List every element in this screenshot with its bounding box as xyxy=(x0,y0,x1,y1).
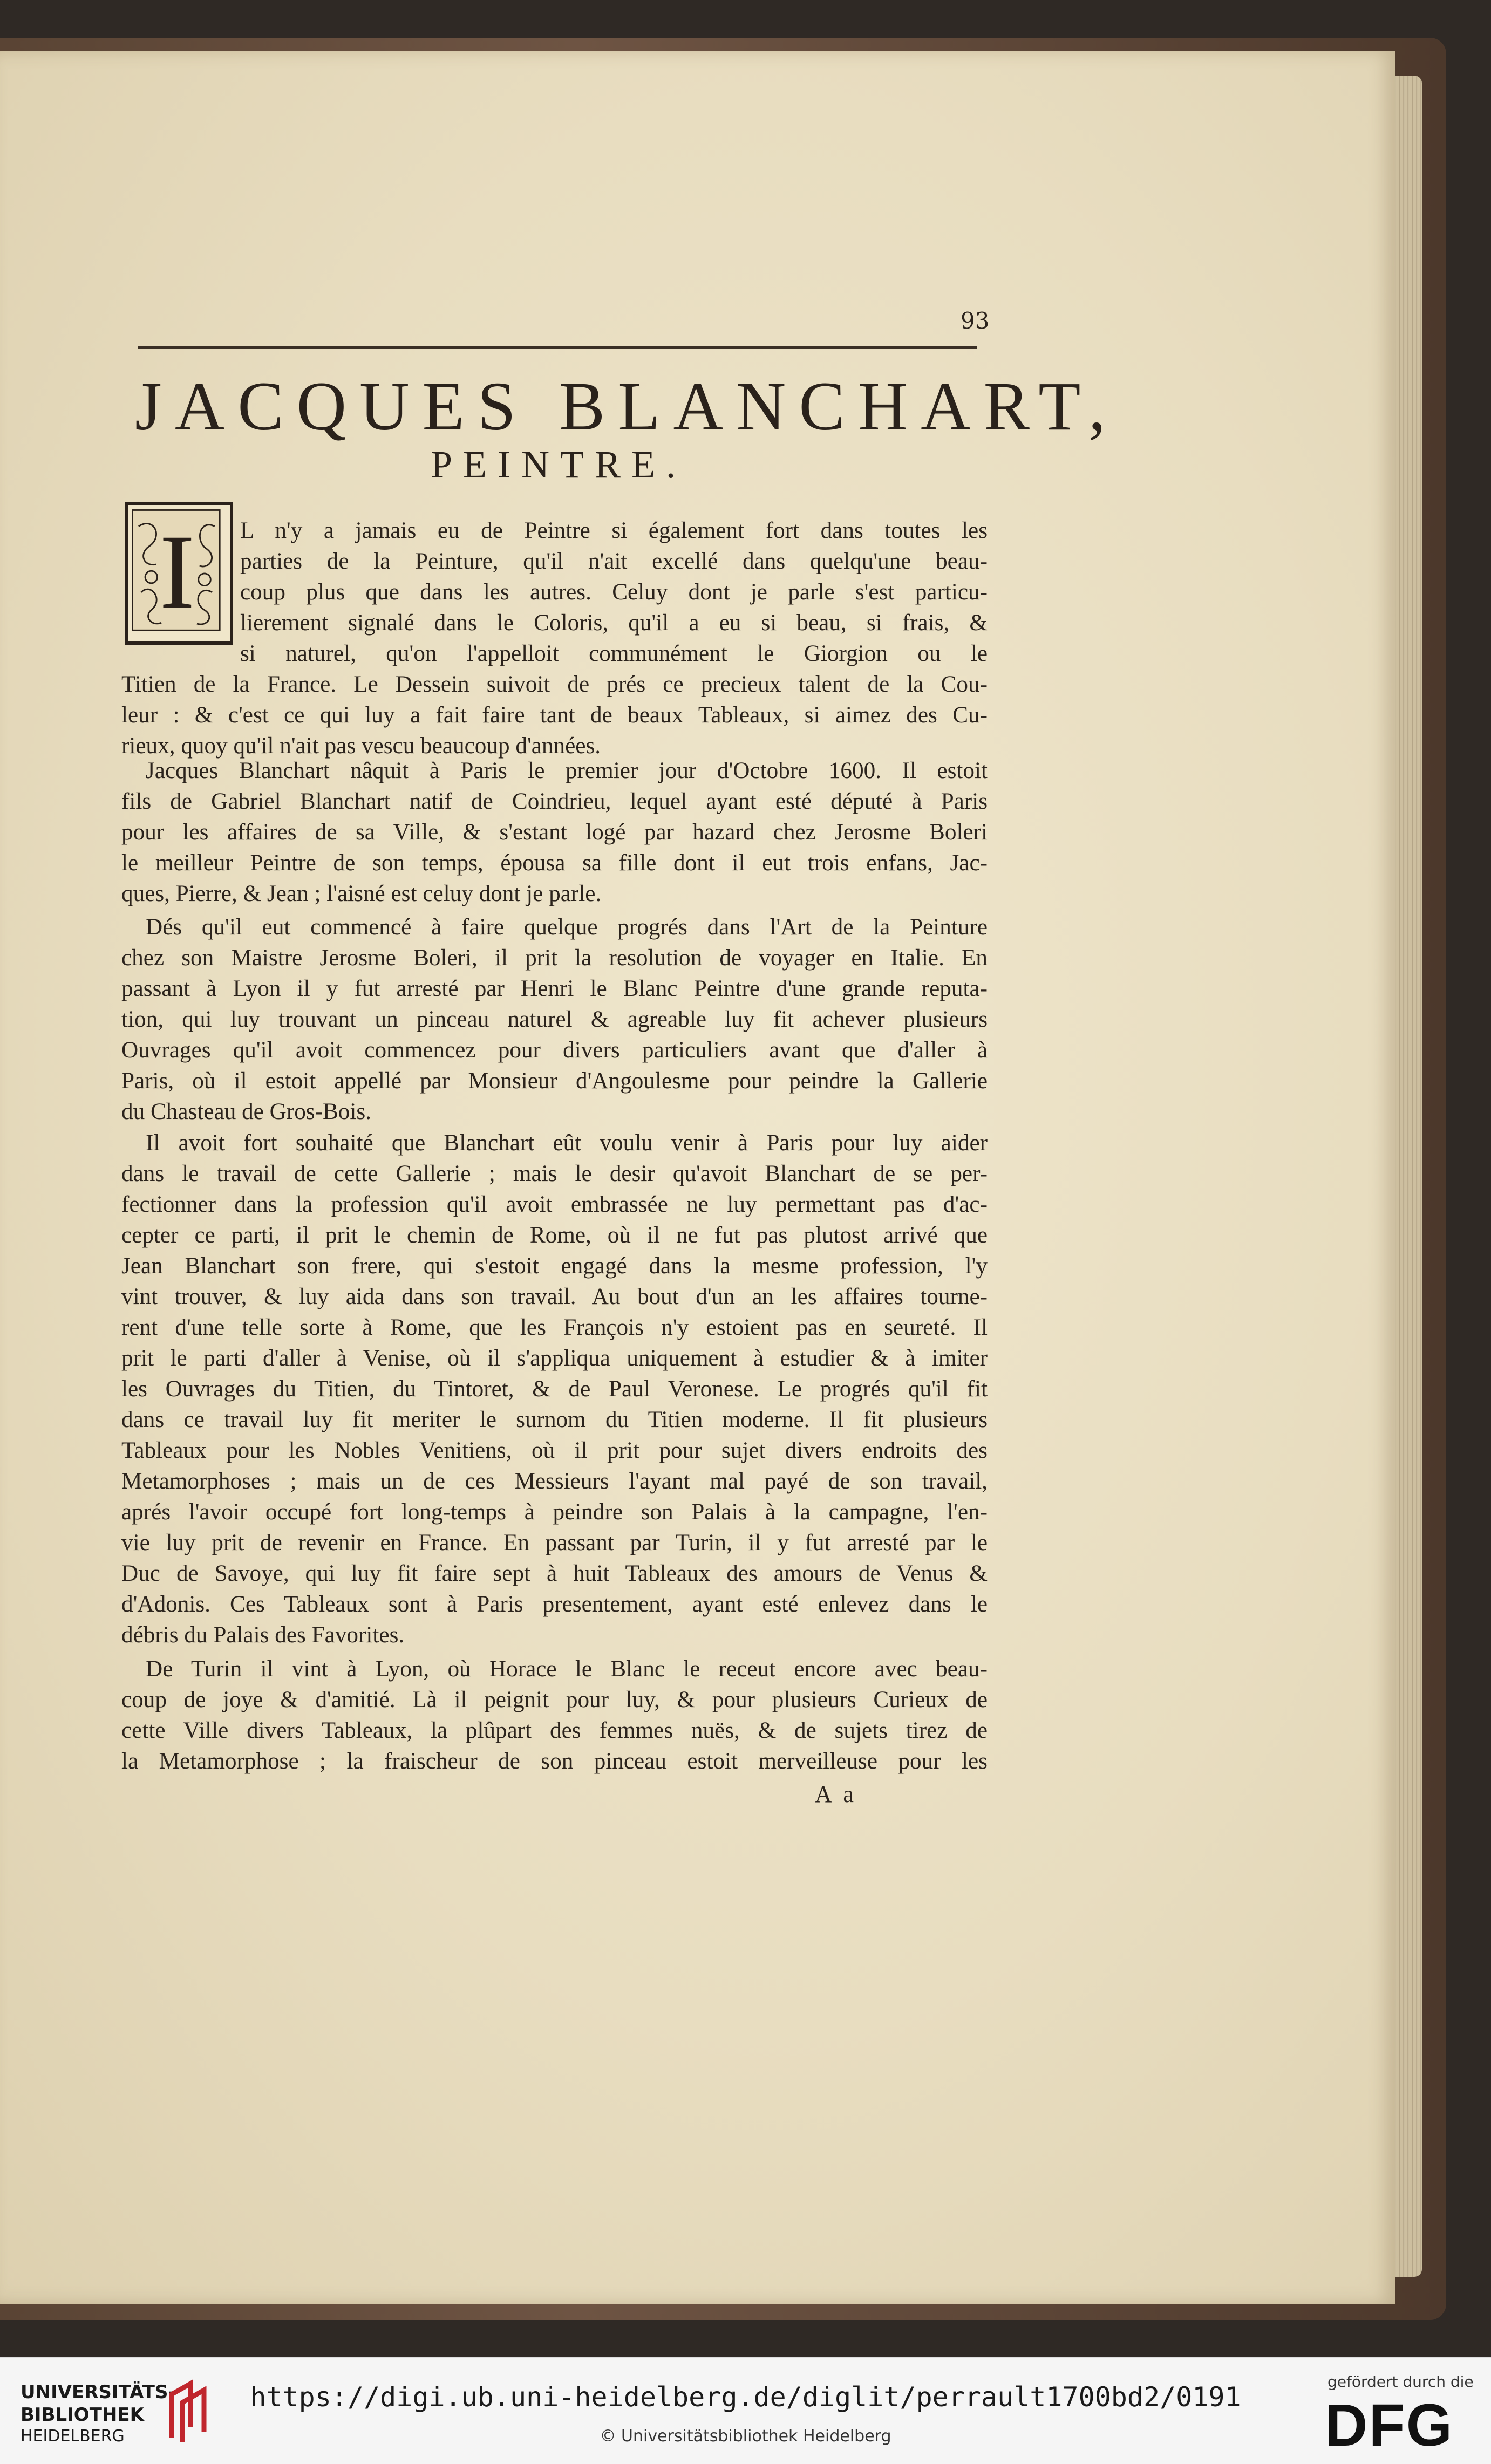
text-line: rieux, quoy qu'il n'ait pas vescu beaucoup d'années. xyxy=(121,733,601,759)
text-line: pour les affaires de sa Ville, & s'estant logé par hazard chez Jerosme Boleri xyxy=(121,820,988,845)
text-line: Titien de la France. Le Dessein suivoit de prés ce precieux talent de la Cou- xyxy=(121,672,988,697)
text-line: Dés qu'il eut commencé à faire quelque progrés dans l'Art de la Peinture xyxy=(146,914,988,940)
text-line: coup plus que dans les autres. Celuy dont je parle s'est particu- xyxy=(240,579,988,605)
text-line: aprés l'avoir occupé fort long-temps à peindre son Palais à la campagne, l'en- xyxy=(121,1499,988,1525)
text-line: Paris, où il estoit appellé par Monsieur d'Angoulesme pour peindre la Gallerie xyxy=(121,1068,988,1094)
text-line: Duc de Savoye, qui luy fit faire sept à huit Tableaux des amours de Venus & xyxy=(121,1561,988,1586)
signature-mark: A a xyxy=(815,1781,857,1807)
text-line: cette Ville divers Tableaux, la plûpart des femmes nuës, & de sujets tirez de xyxy=(121,1718,988,1743)
text-line: Ouvrages qu'il avoit commencez pour divers particuliers avant que d'aller à xyxy=(121,1038,988,1063)
text-line: dans ce travail luy fit meriter le surnom du Titien moderne. Il fit plusieurs xyxy=(121,1407,988,1432)
text-line: Il avoit fort souhaité que Blanchart eût voulu venir à Paris pour luy aider xyxy=(146,1130,988,1156)
page-subtitle: PEINTRE. xyxy=(431,443,686,486)
text-line: d'Adonis. Ces Tableaux sont à Paris presentement, ayant esté enlevez dans le xyxy=(121,1592,988,1617)
text-line: De Turin il vint à Lyon, où Horace le Blanc le receut encore avec beau- xyxy=(146,1656,988,1682)
text-line: lierement signalé dans le Coloris, qu'il a eu si beau, si frais, & xyxy=(240,610,988,636)
text-line: coup de joye & d'amitié. Là il peignit pour luy, & pour plusieurs Curieux de xyxy=(121,1687,988,1712)
dfg-logo-icon[interactable]: DFG xyxy=(1325,2392,1454,2459)
copyright-notice: © Universitätsbibliothek Heidelberg xyxy=(600,2427,891,2446)
text-line: parties de la Peinture, qu'il n'ait excellé dans quelqu'une beau- xyxy=(240,549,988,574)
text-line: fectionner dans la profession qu'il avoit embrassée ne luy permettant pas d'ac- xyxy=(121,1192,988,1217)
library-name-line-2: BIBLIOTHEK xyxy=(21,2404,144,2426)
text-line: fils de Gabriel Blanchart natif de Coindrieu, lequel ayant esté député à Paris xyxy=(121,789,988,814)
text-line: Jacques Blanchart nâquit à Paris le premier jour d'Octobre 1600. Il estoit xyxy=(146,758,988,783)
text-line: ques, Pierre, & Jean ; l'aisné est celuy dont je parle. xyxy=(121,881,602,906)
text-line: prit le parti d'aller à Venise, où il s'appliqua uniquement à estudier & à imiter xyxy=(121,1346,988,1371)
paragraph-2 xyxy=(121,755,988,909)
text-line: les Ouvrages du Titien, du Tintoret, & de Paul Veronese. Le progrés qu'il fit xyxy=(121,1376,988,1402)
paragraph-1 xyxy=(121,512,988,761)
page-number: 93 xyxy=(961,308,990,334)
text-line: rent d'une telle sorte à Rome, que les François n'y estoient pas en seureté. Il xyxy=(121,1315,988,1340)
text-line: cepter ce parti, il prit le chemin de Rome, où il ne fut pas plutost arrivé que xyxy=(121,1223,988,1248)
text-line: Jean Blanchart son frere, qui s'estoit engagé dans la mesme profession, l'y xyxy=(121,1253,988,1279)
page-title: JACQUES BLANCHART, xyxy=(135,368,1119,445)
text-line: passant à Lyon il y fut arresté par Henri le Blanc Peintre d'une grande reputa- xyxy=(121,976,988,1001)
text-line: si naturel, qu'on l'appelloit communément le Giorgion ou le xyxy=(240,641,988,666)
funding-label: gefördert durch die xyxy=(1327,2373,1474,2391)
text-line: la Metamorphose ; la fraischeur de son pinceau estoit merveilleuse pour les xyxy=(121,1749,988,1774)
permalink-url[interactable]: https://digi.ub.uni-heidelberg.de/diglit/perrault1700bd2/0191 xyxy=(250,2381,1241,2413)
text-line: du Chasteau de Gros-Bois. xyxy=(121,1099,372,1124)
text-line: vie luy prit de revenir en France. En passant par Turin, il y fut arresté par le xyxy=(121,1530,988,1555)
text-line: dans le travail de cette Gallerie ; mais le desir qu'avoit Blanchart de se per- xyxy=(121,1161,988,1186)
text-line: débris du Palais des Favorites. xyxy=(121,1622,405,1648)
header-rule xyxy=(138,346,977,349)
paragraph-3 xyxy=(121,912,988,1127)
text-line: vint trouver, & luy aida dans son travail. Au bout d'un an les affaires tourne- xyxy=(121,1284,988,1309)
paragraph-5 xyxy=(121,1654,988,1777)
library-name-line-1: UNIVERSITÄTS- xyxy=(21,2381,176,2403)
text-line: L n'y a jamais eu de Peintre si également fort dans toutes les xyxy=(240,518,988,543)
text-line: leur : & c'est ce qui luy a fait faire tant de beaux Tableaux, si aimez des Cu- xyxy=(121,702,988,728)
text-line: le meilleur Peintre de son temps, épousa sa fille dont il eut trois enfans, Jac- xyxy=(121,850,988,876)
viewer-footer xyxy=(0,2357,1491,2464)
library-name-line-3: HEIDELBERG xyxy=(21,2427,125,2446)
paragraph-4 xyxy=(121,1128,988,1650)
text-line: chez son Maistre Jerosme Boleri, il prit la resolution de voyager en Italie. En xyxy=(121,945,988,971)
text-line: tion, qui luy trouvant un pinceau naturel & agreable luy fit achever plusieurs xyxy=(121,1007,988,1032)
text-line: Tableaux pour les Nobles Venitiens, où il prit pour sujet divers endroits des xyxy=(121,1438,988,1463)
text-line: Metamorphoses ; mais un de ces Messieurs l'ayant mal payé de son travail, xyxy=(121,1469,988,1494)
initial-letter: I xyxy=(159,512,195,631)
